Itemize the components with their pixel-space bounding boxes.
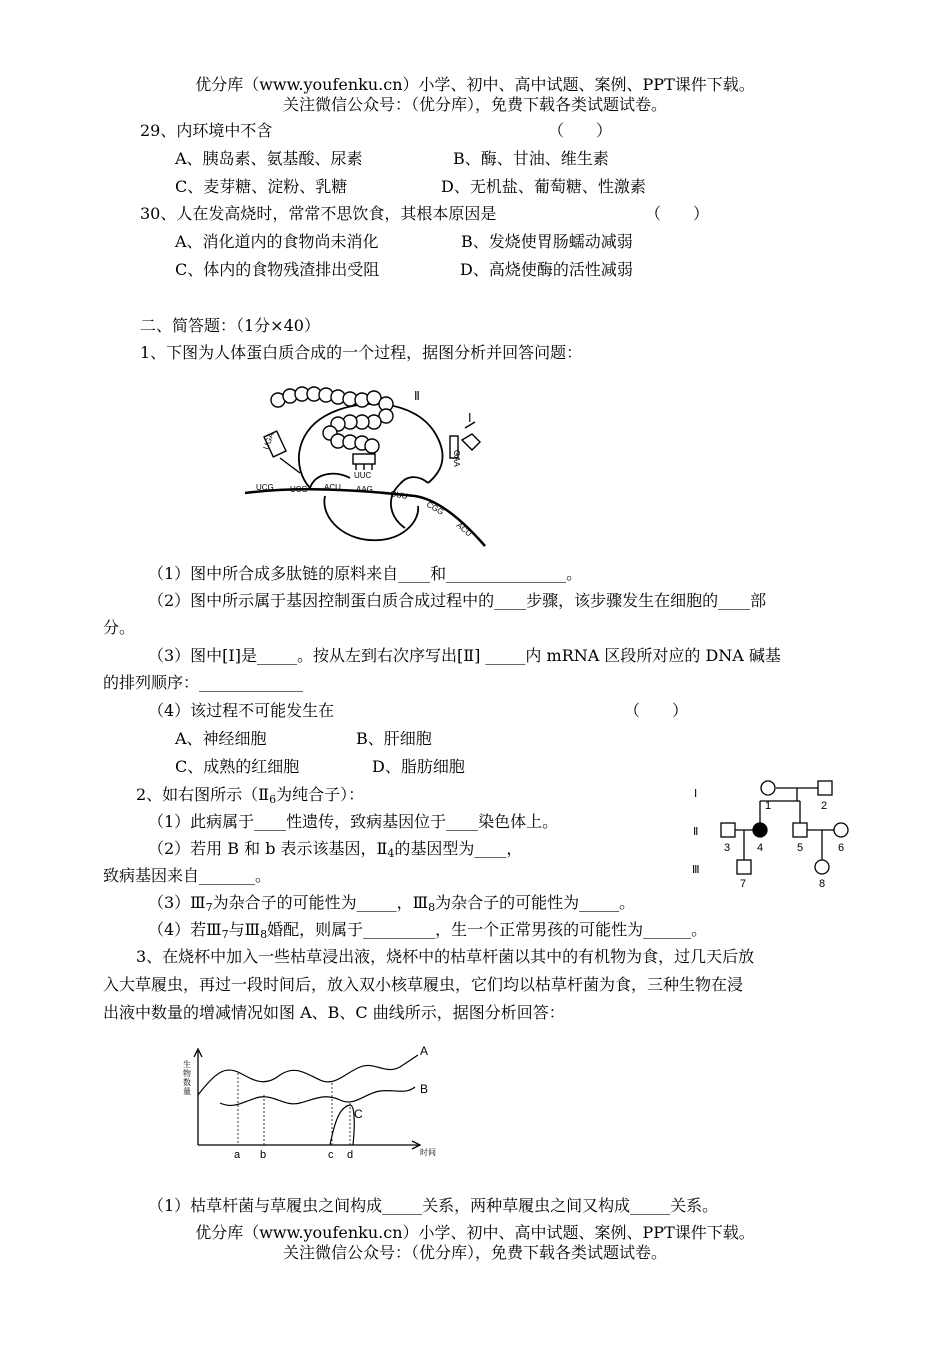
anticodon-right: GAA <box>452 450 461 467</box>
pedigree-male-7 <box>737 860 751 874</box>
q30-option-a: A、消化道内的食物尚未消化 <box>175 232 379 251</box>
x-tick-b: b <box>260 1149 267 1161</box>
s2-stem: 2、如右图所示（Ⅱ6为纯合子）： <box>136 785 365 806</box>
pedigree-chart <box>690 775 865 890</box>
q29-option-d: D、无机盐、葡萄糖、性激素 <box>441 177 646 196</box>
y-label-char-3: 数 <box>183 1078 191 1087</box>
pedigree-id-7: 7 <box>740 878 747 890</box>
s2-p2b: 致病基因来自_______。 <box>103 866 272 885</box>
s3-line-2: 入大草履虫，再过一段时间后，放入双小核草履虫，它们均以枯草杆菌为食，三种生物在浸 <box>103 975 744 994</box>
q30-option-c: C、体内的食物残渣排出受阻 <box>175 260 380 279</box>
s1-p1: （1）图中所合成多肽链的原料来自____和_______________。 <box>148 564 583 583</box>
pedigree-female-6 <box>834 823 848 837</box>
pedigree-id-2: 2 <box>821 800 828 812</box>
mrna-strand <box>245 489 485 546</box>
s2-p2: （2）若用 B 和 b 表示该基因，Ⅱ4的基因型为____， <box>148 839 523 860</box>
x-tick-c: c <box>328 1149 334 1161</box>
s2-p4: （4）若Ⅲ7与Ⅲ8婚配，则属于_________，生一个正常男孩的可能性为______。 <box>148 920 708 941</box>
pedigree-id-1: 1 <box>765 800 772 812</box>
pedigree-id-8: 8 <box>819 878 826 890</box>
s3-line-1: 3、在烧杯中加入一些枯草浸出液，烧杯中的枯草杆菌以其中的有机物为食，过几天后放 <box>136 947 755 966</box>
s1-p2b: 分。 <box>103 618 136 637</box>
q29-option-b: B、酶、甘油、维生素 <box>453 149 609 168</box>
series-line-B <box>220 1087 415 1105</box>
q30-paren: （ ） <box>645 204 710 223</box>
series-label-A: A <box>420 1045 429 1058</box>
series-label-C: C <box>354 1107 363 1121</box>
q30-option-d: D、高烧使酶的活性减弱 <box>460 260 633 279</box>
s1-option-c: C、成熟的红细胞 <box>175 757 300 776</box>
y-label-char-4: 量 <box>183 1087 191 1096</box>
translation-diagram <box>240 378 500 550</box>
anticodon-left: UGA <box>261 431 276 451</box>
footer-line-1: 优分库（www.youfenku.cn）小学、初中、高中试题、案例、PPT课件下载。 <box>195 1223 755 1242</box>
s1-p4: （4）该过程不可能发生在 <box>148 701 335 720</box>
q29-option-c: C、麦芽糖、淀粉、乳糖 <box>175 177 348 196</box>
s1-p3a: （3）图中[Ⅰ]是_____。按从左到右次序写出[Ⅱ] _____内 mRNA 区段所对应的 DNA 碱基 <box>148 646 781 665</box>
pedigree-female-1 <box>761 781 775 795</box>
codon-5: CUU <box>389 489 409 501</box>
x-axis-label: 时间 <box>420 1148 436 1157</box>
q29-option-a: A、胰岛素、氨基酸、尿素 <box>175 149 363 168</box>
s1-option-d: D、脂肪细胞 <box>372 757 465 776</box>
pedigree-id-3: 3 <box>724 842 731 854</box>
codon-4: AAG <box>356 485 373 494</box>
s3-line-3: 出液中数量的增减情况如图 A、B、C 曲线所示，据图分析回答： <box>103 1003 565 1022</box>
s1-p3b: 的排列顺序：_____________ <box>103 673 304 692</box>
s1-option-b: B、肝细胞 <box>356 729 432 748</box>
codon-3: ACU <box>324 483 341 492</box>
population-chart <box>180 1045 450 1165</box>
y-label-char-2: 物 <box>183 1069 191 1078</box>
s3-p1: （1）枯草杆菌与草履虫之间构成_____关系，两种草履虫之间又构成_____关系。 <box>148 1196 719 1215</box>
gen-label-III: Ⅲ <box>692 864 700 876</box>
pedigree-male-3 <box>721 823 735 837</box>
pedigree-male-2 <box>818 781 832 795</box>
y-label-char-1: 生 <box>183 1060 191 1069</box>
s2-p3: （3）Ⅲ7为杂合子的可能性为_____，Ⅲ8为杂合子的可能性为_____。 <box>148 893 636 914</box>
trna-middle <box>353 454 375 470</box>
codon-2: UCG <box>290 485 308 494</box>
series-line-A <box>198 1055 418 1095</box>
q30-option-b: B、发烧使胃肠蠕动减弱 <box>461 232 633 251</box>
pedigree-id-5: 5 <box>797 842 804 854</box>
gen-label-I: Ⅰ <box>694 788 698 800</box>
q30-stem: 30、人在发高烧时，常常不思饮食，其根本原因是 <box>140 204 497 223</box>
x-tick-d: d <box>347 1149 354 1161</box>
x-tick-a: a <box>234 1149 241 1161</box>
label-I: Ⅰ <box>468 411 472 425</box>
gen-label-II: Ⅱ <box>693 826 699 838</box>
section-title: 二、简答题：（1分×40） <box>140 316 320 335</box>
pedigree-female-8 <box>815 860 829 874</box>
codon-1: UCG <box>256 483 274 492</box>
label-II: Ⅱ <box>414 389 420 403</box>
footer-line-2: 关注微信公众号：（优分库），免费下载各类试题试卷。 <box>282 1243 667 1262</box>
q29-stem: 29、内环境中不含 <box>140 121 273 140</box>
series-line-C <box>330 1105 354 1145</box>
codon-6: CGG <box>425 499 446 517</box>
pedigree-id-6: 6 <box>838 842 845 854</box>
s1-p4-paren: （ ） <box>624 701 689 720</box>
pedigree-male-5 <box>793 823 807 837</box>
header-line-1: 优分库（www.youfenku.cn）小学、初中、高中试题、案例、PPT课件下载。 <box>195 75 755 94</box>
q29-paren: （ ） <box>548 121 613 140</box>
polypeptide-chain <box>271 387 393 453</box>
s1-stem: 1、下图为人体蛋白质合成的一个过程，据图分析并回答问题： <box>140 343 583 362</box>
codon-7: ACU <box>454 520 474 539</box>
pedigree-id-4: 4 <box>757 842 764 854</box>
anticodon-middle: UUC <box>354 471 372 480</box>
header-line-2: 关注微信公众号：（优分库），免费下载各类试题试卷。 <box>282 95 667 114</box>
s1-option-a: A、神经细胞 <box>175 729 267 748</box>
s2-p1: （1）此病属于____性遗传，致病基因位于____染色体上。 <box>148 812 559 831</box>
pedigree-female-4-affected <box>753 823 767 837</box>
s1-p2a: （2）图中所示属于基因控制蛋白质合成过程中的____步骤，该步骤发生在细胞的____部 <box>148 591 767 610</box>
series-label-B: B <box>420 1082 429 1096</box>
